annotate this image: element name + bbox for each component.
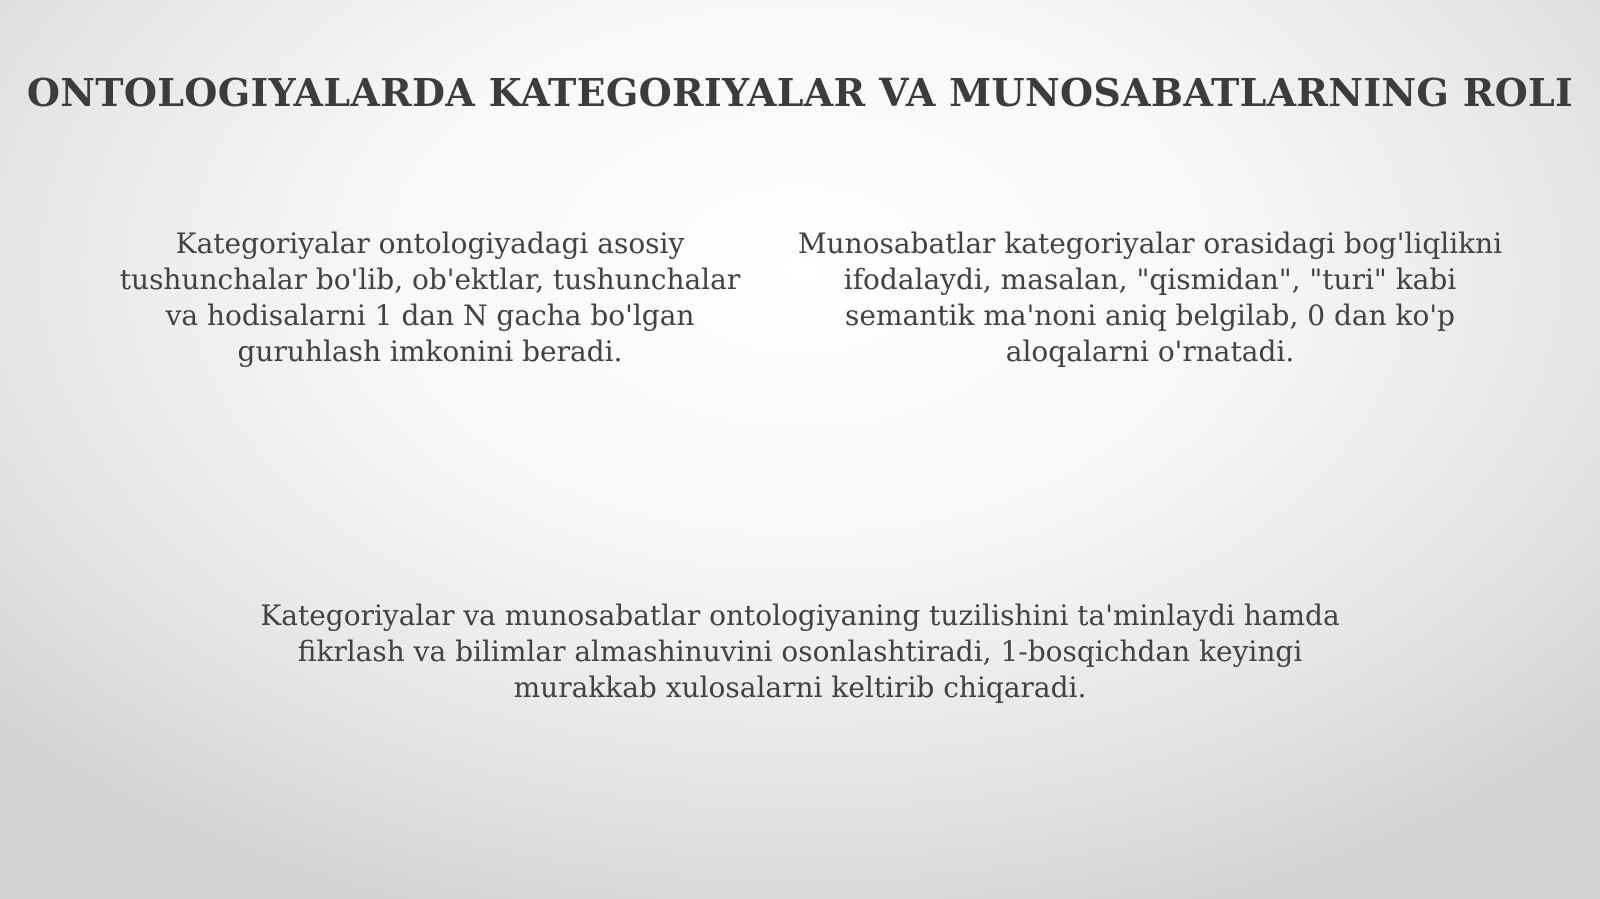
summary-text: Kategoriyalar va munosabatlar ontologiyaning tuzilishini ta'minlaydi hamda fikrlash va bilimlar almashinuvini osonlashtiradi, 1-bosqichdan keyingi murakkab xulosalarni keltirib chiqaradi.	[260, 599, 1340, 704]
slide-title: ONTOLOGIYALARDA KATEGORIYALAR VA MUNOSABATLARNING ROLI	[26, 70, 1574, 115]
categories-description: Kategoriyalar ontologiyadagi asosiy tushunchalar bo'lib, ob'ektlar, tushunchalar va hodisalarni 1 dan N gacha bo'lgan guruhlash imkonini beradi.	[119, 227, 741, 368]
relations-description: Munosabatlar kategoriyalar orasidagi bog'liqlikni ifodalaydi, masalan, "qismidan", "turi" kabi semantik ma'noni aniq belgilab, 0 dan ko'p aloqalarni o'rnatadi.	[797, 227, 1503, 368]
